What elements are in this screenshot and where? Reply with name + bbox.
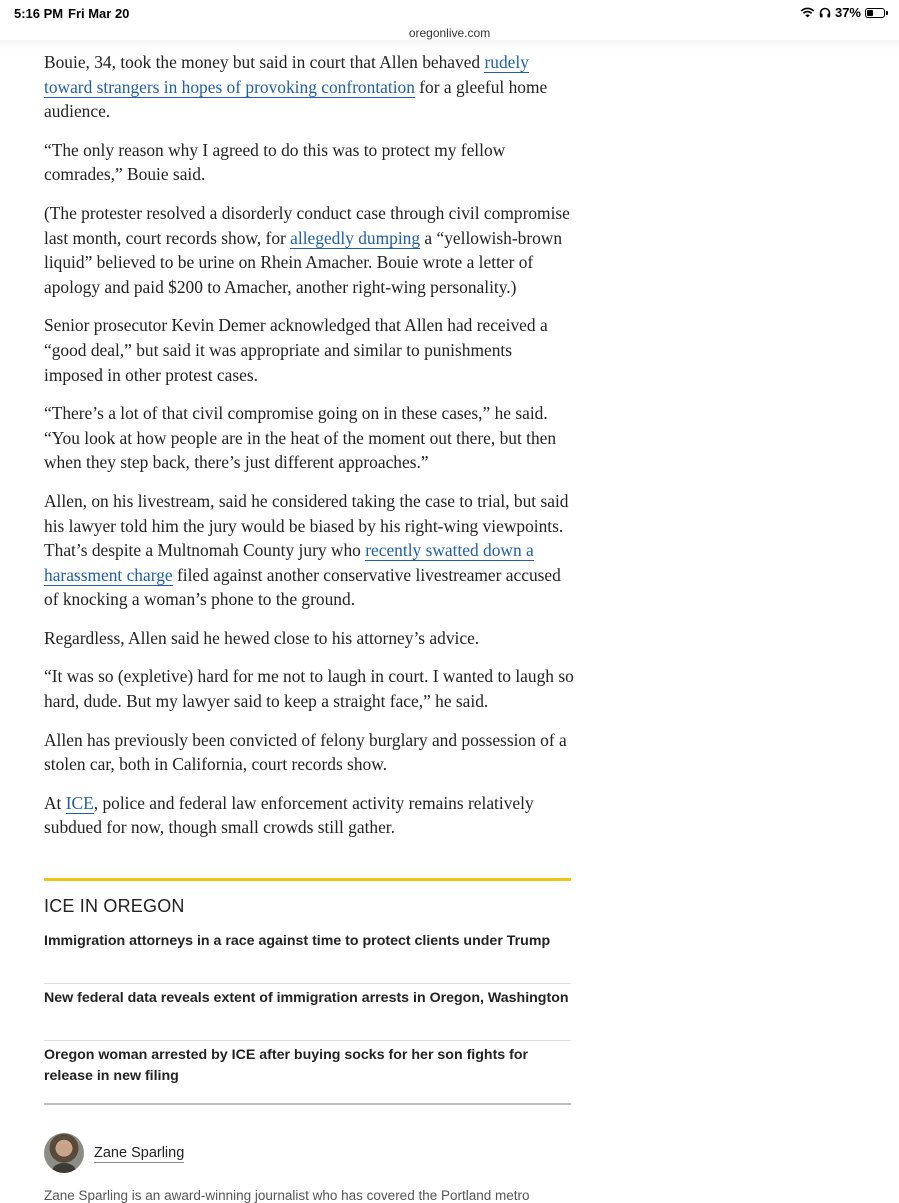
article-paragraph xyxy=(44,401,574,475)
status-bar xyxy=(0,0,899,28)
article-paragraph xyxy=(44,664,574,713)
related-list xyxy=(44,927,571,1105)
article-paragraph xyxy=(44,313,574,387)
wifi-icon xyxy=(800,7,815,18)
article-paragraph xyxy=(44,138,574,187)
article-paragraph xyxy=(44,791,574,840)
article-body xyxy=(44,50,574,854)
status-time: 5:16 PM xyxy=(14,6,64,21)
related-link[interactable]: New federal data reveals extent of immigration arrests in Oregon, Washington xyxy=(44,990,569,1006)
paragraph-text: Senior prosecutor Kevin Demer acknowledged that Allen had received a “good deal,” but said it was appropriate and similar to punishments imposed in other protest cases. xyxy=(44,315,548,385)
battery-fill xyxy=(867,10,873,16)
related-stories xyxy=(44,878,571,1105)
avatar[interactable] xyxy=(44,1133,84,1173)
paragraph-text: Regardless, Allen said he hewed close to his attorney’s advice. xyxy=(44,627,480,648)
related-item xyxy=(44,927,571,984)
paragraph-text: Allen has previously been convicted of felony burglary and possession of a stolen car, both in California, court records show. xyxy=(44,729,567,775)
article-link[interactable]: rudely toward strangers in hopes of provoking confrontation xyxy=(44,52,529,97)
paragraph-text: filed against another conservative livestreamer accused of knocking a woman’s phone to the ground. xyxy=(44,564,561,610)
paragraph-text: “It was so (expletive) hard for me not to laugh in court. I wanted to laugh so hard, dude. But my lawyer said to keep a straight face,” he said. xyxy=(44,666,574,712)
author-bio: Zane Sparling is an award-winning journalist who has covered the Portland metro xyxy=(44,1188,530,1203)
paragraph-text: (The protester resolved a disorderly conduct case through civil compromise last month, court records show, for xyxy=(44,202,570,248)
article-paragraph xyxy=(44,489,574,612)
paragraph-text: a “yellowish-brown liquid” believed to be urine on Rhein Amacher. Bouie wrote a letter of apology and paid $200 to Amacher, another right-wing personality.) xyxy=(44,227,563,297)
article-paragraph xyxy=(44,50,574,124)
status-date: Fri Mar 20 xyxy=(68,6,130,21)
paragraph-text: Allen, on his livestream, said he considered taking the case to trial, but said his lawyer told him the jury would be biased by his right-wing viewpoints. That’s despite a Multnomah County jury who xyxy=(44,490,569,561)
url-bar[interactable]: oregonlive.com xyxy=(408,26,491,40)
battery-icon xyxy=(865,8,885,18)
related-link[interactable]: Oregon woman arrested by ICE after buying socks for her son fights for release in new filing xyxy=(44,1047,529,1084)
author-name[interactable]: Zane Sparling xyxy=(94,1144,185,1161)
paragraph-text: “The only reason why I agreed to do this was to protect my fellow comrades,” Bouie said. xyxy=(44,139,506,185)
paragraph-text: Bouie, 34, took the money but said in court that Allen behaved xyxy=(44,52,485,72)
article-paragraph xyxy=(44,728,574,777)
paragraph-text: “There’s a lot of that civil compromise going on in these cases,” he said. “You look at how people are in the heat of the moment out there, but then when they step back, there’s just different approaches.” xyxy=(44,403,557,473)
status-indicators xyxy=(800,5,885,20)
article-link[interactable]: recently swatted down a harassment charge xyxy=(44,540,534,585)
paragraph-text: for a gleeful home audience. xyxy=(44,76,548,122)
related-link[interactable]: Immigration attorneys in a race against time to protect clients under Trump xyxy=(44,933,551,949)
battery-percent: 37% xyxy=(834,5,861,20)
article-link[interactable]: ICE xyxy=(65,792,94,813)
related-title: ICE IN OREGON xyxy=(44,896,185,916)
article-paragraph xyxy=(44,626,574,651)
toolbar-shadow xyxy=(0,40,899,50)
author-byline xyxy=(44,1133,184,1173)
paragraph-text: At xyxy=(44,792,66,813)
related-item xyxy=(44,1041,571,1105)
related-item xyxy=(44,984,571,1041)
article-paragraph xyxy=(44,201,574,299)
headphones-icon xyxy=(819,7,831,18)
article-link[interactable]: allegedly dumping xyxy=(290,227,421,248)
paragraph-text: , police and federal law enforcement activity remains relatively subdued for now, though small crowds still gather. xyxy=(44,792,534,838)
